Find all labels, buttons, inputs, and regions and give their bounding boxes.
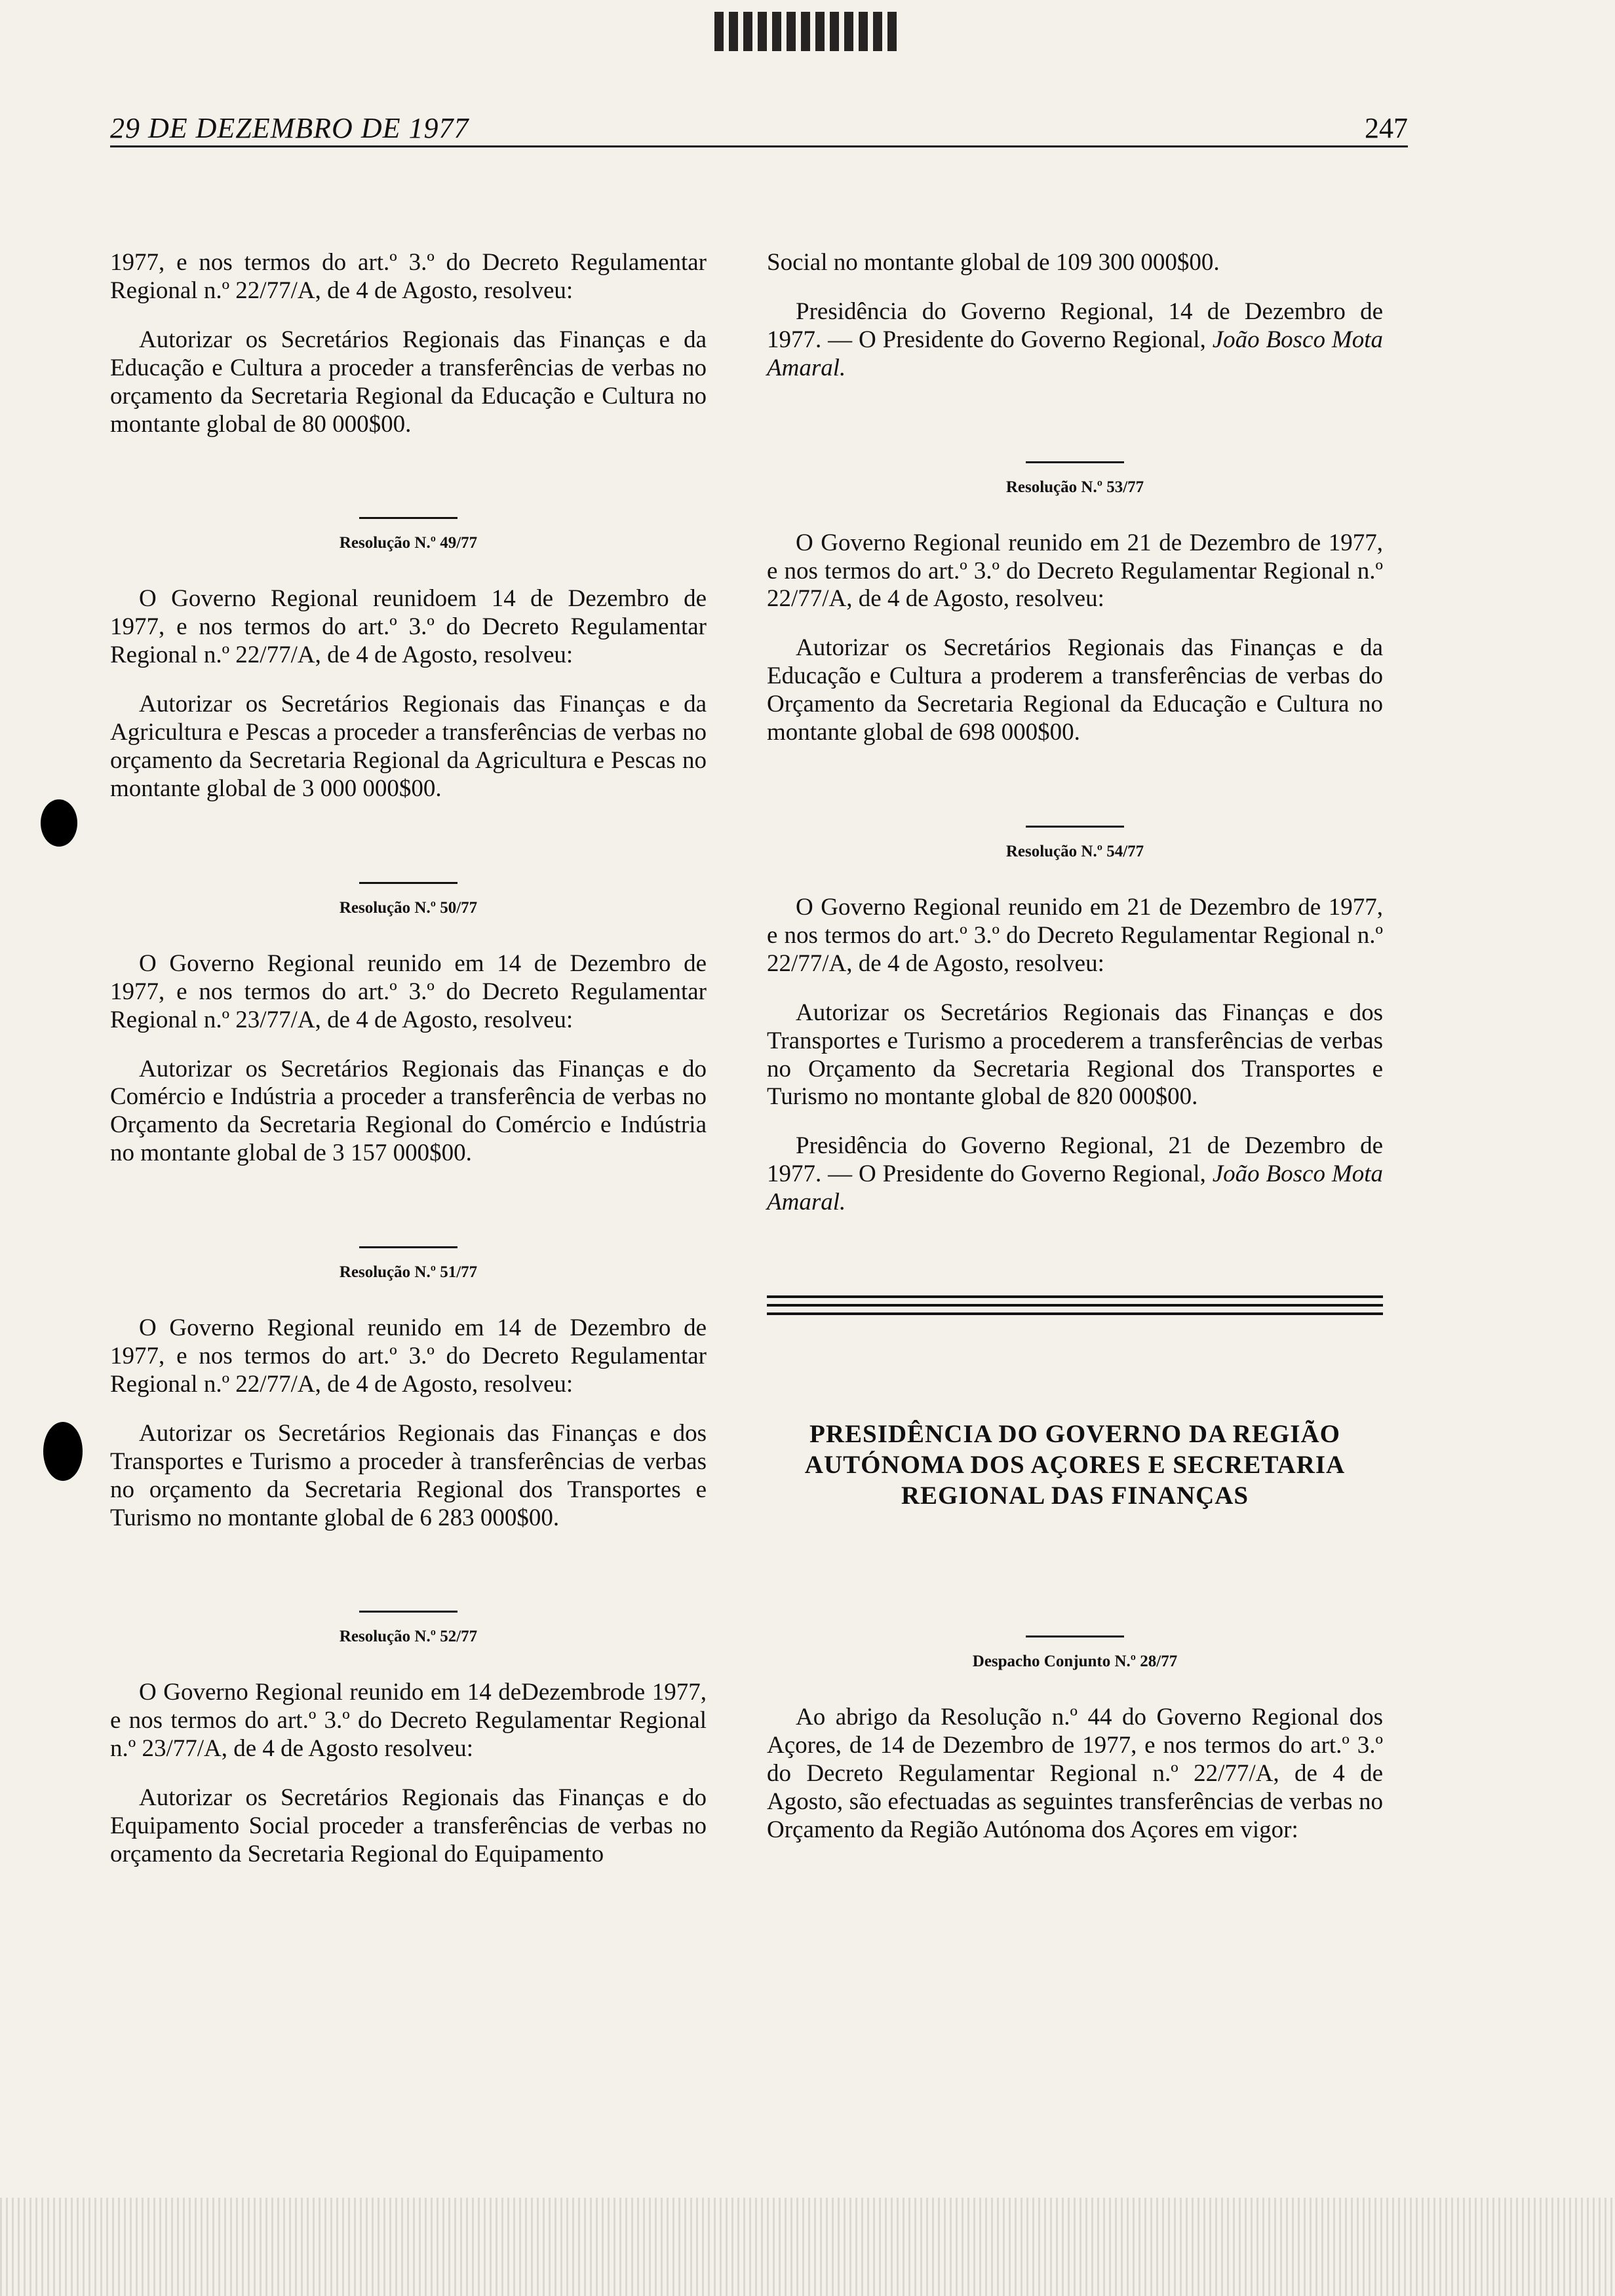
left-column	[110, 249, 707, 1869]
punch-hole	[43, 1422, 83, 1481]
resolution-52-text: O Governo Regional reunido em 14 deDezembrode 1977, e nos termos do art.º 3.º do Decreto Regulamentar Regional n.º 23/77/A, de 4 de Agosto resolveu:	[110, 1679, 707, 1763]
resolution-50-text: O Governo Regional reunido em 14 de Dezembro de 1977, e nos termos do art.º 3.º do Decreto Regulamentar Regional n.º 23/77/A, de 4 de Agosto, resolveu:	[110, 949, 707, 1033]
page-number: 247	[1365, 112, 1408, 144]
section-rule	[1026, 461, 1124, 463]
section-rule	[1026, 1636, 1124, 1637]
resolution-49-body: Autorizar os Secretários Regionais das Finanças e da Agricultura e Pescas a proceder a transferências de verbas no orçamento da Secretaria Regional da Agricultura e Pescas no montante global de 3 000 000$00.	[110, 691, 707, 802]
intro-text: 1977, e nos termos do art.º 3.º do Decreto Regulamentar Regional n.º 22/77/A, de 4 de Agosto, resolveu:	[110, 249, 707, 304]
continuation-text: Social no montante global de 109 300 000$00.	[767, 249, 1220, 276]
punch-hole	[41, 799, 77, 847]
despacho-text: Ao abrigo da Resolução n.º 44 do Governo Regional dos Açores, de 14 de Dezembro de 1977, e nos termos do art.º 3.º do Decreto Regulamentar Regional n.º 22/77/A, de 4 de Agosto, são efectuadas as seguintes transferências de verbas no Orçamento da Região Autónoma dos Açores em vigor:	[767, 1704, 1383, 1844]
section-rule	[359, 517, 457, 519]
section-rule	[1026, 826, 1124, 828]
intro-body: Autorizar os Secretários Regionais das Finanças e da Educação e Cultura a proceder a transferências de verbas no orçamento da Secretaria Regional da Educação e Cultura no montante global de 80 000$00.	[110, 326, 707, 438]
signoff-2-name: João Bosco Mota Amaral.	[767, 1160, 1383, 1216]
resolution-51-text: O Governo Regional reunido em 14 de Dezembro de 1977, e nos termos do art.º 3.º do Decreto Regulamentar Regional n.º 22/77/A, de 4 de Agosto, resolveu:	[110, 1314, 707, 1398]
resolution-49-title: Resolução N.º 49/77	[339, 534, 478, 552]
despacho-title: Despacho Conjunto N.º 28/77	[972, 1653, 1178, 1671]
header-date: 29 DE DEZEMBRO DE 1977	[110, 112, 469, 144]
resolution-53-body: Autorizar os Secretários Regionais das Finanças e da Educação e Cultura a proderem a transferências de verbas do Orçamento da Secretaria Regional da Educação e Cultura no montante global de 698 000$00.	[767, 634, 1383, 746]
signoff-1-name: João Bosco Mota Amaral.	[767, 326, 1383, 381]
resolution-52-title: Resolução N.º 52/77	[339, 1628, 478, 1646]
resolution-51-body: Autorizar os Secretários Regionais das Finanças e dos Transportes e Turismo a proceder à transferências de verbas no orçamento da Secretaria Regional dos Transportes e Turismo no montante global de 6 283 000$00.	[110, 1419, 707, 1531]
organization-title: PRESIDÊNCIA DO GOVERNO DA REGIÃO AUTÓNOMA DOS AÇORES E SECRETARIA REGIONAL DAS FINANÇAS	[804, 1420, 1346, 1510]
resolution-50-title: Resolução N.º 50/77	[339, 898, 478, 917]
right-column	[767, 249, 1383, 1845]
resolution-51-title: Resolução N.º 51/77	[339, 1263, 478, 1282]
resolution-50-body: Autorizar os Secretários Regionais das Finanças e do Comércio e Indústria a proceder a transferência de verbas no Orçamento da Secretaria Regional do Comércio e Indústria no montante global de 3 157 000$00.	[110, 1055, 707, 1167]
resolution-54-text: O Governo Regional reunido em 21 de Dezembro de 1977, e nos termos do art.º 3.º do Decreto Regulamentar Regional n.º 22/77/A, de 4 de Agosto, resolveu:	[767, 893, 1383, 977]
resolution-53-title: Resolução N.º 53/77	[1005, 478, 1144, 496]
scan-mark	[714, 12, 898, 51]
resolution-54-body: Autorizar os Secretários Regionais das Finanças e dos Transportes e Turismo a procederem a transferências de verbas no Orçamento da Secretaria Regional dos Transportes e Turismo no montante global de 820 000$00.	[767, 999, 1383, 1111]
signoff-2	[767, 1132, 1383, 1217]
resolution-54-title: Resolução N.º 54/77	[1005, 842, 1144, 860]
resolution-53-text: O Governo Regional reunido em 21 de Dezembro de 1977, e nos termos do art.º 3.º do Decreto Regulamentar Regional n.º 22/77/A, de 4 de Agosto, resolveu:	[767, 529, 1383, 613]
signoff-1-text: Presidência do Governo Regional, 14 de Dezembro de 1977. — O Presidente do Governo Regional,	[767, 297, 1383, 353]
scan-noise	[0, 2198, 1615, 2296]
header-rule	[110, 145, 1408, 147]
section-rule	[359, 1246, 457, 1248]
signoff-2-text: Presidência do Governo Regional, 21 de Dezembro de 1977. — O Presidente do Governo Regional,	[767, 1132, 1383, 1188]
resolution-52-body: Autorizar os Secretários Regionais das Finanças e do Equipamento Social proceder a transferências de verbas no orçamento da Secretaria Regional do Equipamento	[110, 1784, 707, 1867]
signoff-1	[767, 298, 1383, 383]
section-rule	[359, 882, 457, 884]
resolution-49-text: O Governo Regional reunidoem 14 de Dezembro de 1977, e nos termos do art.º 3.º do Decreto Regulamentar Regional n.º 22/77/A, de 4 de Agosto, resolveu:	[110, 585, 707, 669]
section-rule	[359, 1611, 457, 1613]
section-divider	[767, 1295, 1383, 1315]
page-header	[110, 105, 1408, 144]
